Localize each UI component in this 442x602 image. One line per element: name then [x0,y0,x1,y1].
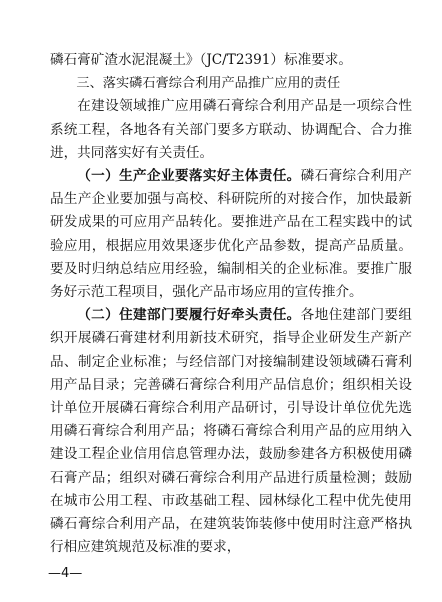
paragraph-1: 在建设领域推广应用磷石膏综合利用产品是一项综合性系统工程，各地各有关部门要多方联动、协调配合、合力推进，共同落实好有关责任。 [50,98,412,161]
section-heading: 三、落实磷石膏综合利用产品推广应用的责任 [76,76,341,92]
item-1-lead: （一）生产企业要落实好主体责任。 [77,168,301,185]
item-2-body: 各地住建部门要组织开展磷石膏建材利用新技术研究，指导企业研发生产新产品、制定企业标准；与经信部门对接编制建设领域磷石膏利用产品目录；完善磷石膏综合利用产品信息价；组织相关设计单位开展磷石膏综合利用产品研讨，引导设计单位优先选用磷石膏综合利用产品；将磷石膏综合利用产品的应用纳入建设工程企业信用信息管理办法，鼓励参建各方积极使用磷石膏产品；组织对磷石膏综合利用产品进行质量检测；鼓励在城市公用工程、市政基础工程、园林绿化工程中优先使用磷石膏综合利用产品，在建筑装饰装修中使用时注意严格执行相应建筑规范及标准的要求， [50,307,413,556]
item-1-paragraph [50,165,412,304]
body-text [50,49,412,559]
item-2-lead: （二）住建部门要履行好牵头责任。 [77,307,301,324]
page-number: —4— [48,566,83,581]
item-1-body: 磷石膏综合利用产品生产企业要加强与高校、科研院所的对接合作，加快最新研发成果的可应用产品转化。要推进产品在工程实践中的试验应用，根据应用效果逐步优化产品参数，提高产品质量。要及时归纳总结应用经验，编制相关的企业标准。要推广服务好示范工程项目，强化产品市场应用的宣传推介。 [50,168,413,301]
item-2-paragraph [50,304,412,559]
intro-line: 磷石膏矿渣水泥混凝土》（JC/T2391）标准要求。 [50,52,352,68]
